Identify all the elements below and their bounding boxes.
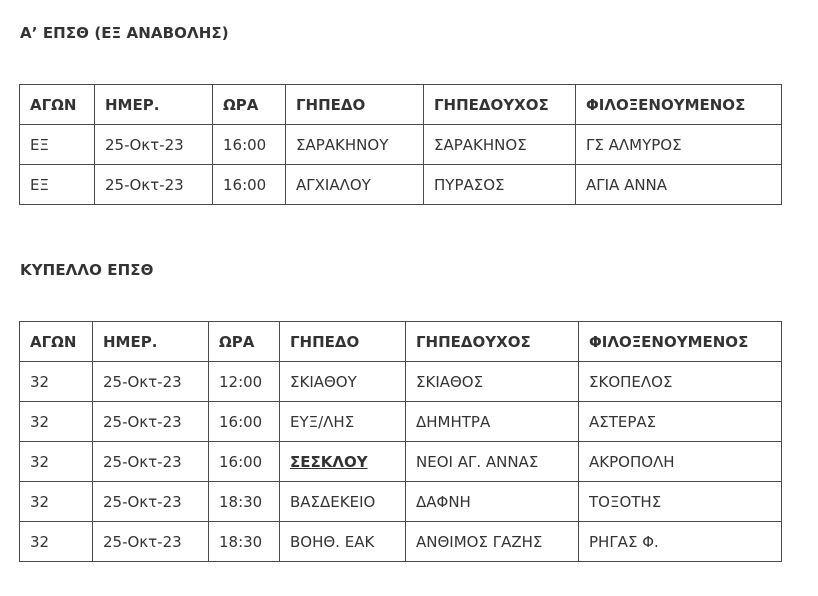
cell-date: 25-Οκτ-23 <box>95 165 213 205</box>
header-time: ΩΡΑ <box>213 85 286 125</box>
cell-time: 16:00 <box>209 402 280 442</box>
cell-away-team: ΣΚΟΠΕΛΟΣ <box>579 362 782 402</box>
table-header-row <box>20 85 782 125</box>
cell-agon: 32 <box>20 482 93 522</box>
cell-time: 16:00 <box>213 165 286 205</box>
header-home-team: ΓΗΠΕΔΟΥΧΟΣ <box>406 322 579 362</box>
cell-away-team: ΑΓΙΑ ΑΝΝΑ <box>576 165 782 205</box>
cell-venue: ΒΑΣΔΕΚΕΙΟ <box>280 482 406 522</box>
header-time: ΩΡΑ <box>209 322 280 362</box>
cell-away-team: ΑΚΡΟΠΟΛΗ <box>579 442 782 482</box>
header-away-team: ΦΙΛΟΞΕΝΟΥΜΕΝΟΣ <box>579 322 782 362</box>
fixtures-table-kypello-epsth <box>19 321 782 562</box>
cell-venue <box>280 442 406 482</box>
cell-home-team: ΣΑΡΑΚΗΝΟΣ <box>424 125 576 165</box>
venue-link-sesklou[interactable]: ΣΕΣΚΛΟΥ <box>290 452 368 471</box>
cell-venue: ΑΓΧΙΑΛΟΥ <box>286 165 424 205</box>
cell-date: 25-Οκτ-23 <box>93 362 209 402</box>
cell-agon: ΕΞ <box>20 165 95 205</box>
cell-date: 25-Οκτ-23 <box>93 522 209 562</box>
table-row <box>20 442 782 482</box>
section-title-kypello-epsth: ΚΥΠΕΛΛΟ ΕΠΣΘ <box>20 261 154 279</box>
header-date: ΗΜΕΡ. <box>95 85 213 125</box>
cell-venue: ΣΑΡΑΚΗΝΟΥ <box>286 125 424 165</box>
header-agon: ΑΓΩΝ <box>20 322 93 362</box>
header-venue: ΓΗΠΕΔΟ <box>286 85 424 125</box>
cell-date: 25-Οκτ-23 <box>95 125 213 165</box>
cell-time: 16:00 <box>213 125 286 165</box>
cell-time: 18:30 <box>209 522 280 562</box>
cell-agon: 32 <box>20 522 93 562</box>
cell-home-team: ΠΥΡΑΣΟΣ <box>424 165 576 205</box>
cell-away-team: ΡΗΓΑΣ Φ. <box>579 522 782 562</box>
cell-time: 18:30 <box>209 482 280 522</box>
fixtures-table-a-epsth <box>19 84 782 205</box>
cell-home-team: ΣΚΙΑΘΟΣ <box>406 362 579 402</box>
cell-time: 12:00 <box>209 362 280 402</box>
header-date: ΗΜΕΡ. <box>93 322 209 362</box>
cell-date: 25-Οκτ-23 <box>93 442 209 482</box>
header-agon: ΑΓΩΝ <box>20 85 95 125</box>
table-row <box>20 402 782 442</box>
cell-agon: 32 <box>20 362 93 402</box>
table-row <box>20 482 782 522</box>
cell-date: 25-Οκτ-23 <box>93 402 209 442</box>
section-title-a-epsth: Α’ ΕΠΣΘ (ΕΞ ΑΝΑΒΟΛΗΣ) <box>20 24 229 42</box>
table-header-row <box>20 322 782 362</box>
cell-agon: 32 <box>20 442 93 482</box>
header-away-team: ΦΙΛΟΞΕΝΟΥΜΕΝΟΣ <box>576 85 782 125</box>
cell-venue: ΒΟΗΘ. ΕΑΚ <box>280 522 406 562</box>
table-row <box>20 522 782 562</box>
cell-home-team: ΔΑΦΝΗ <box>406 482 579 522</box>
header-venue: ΓΗΠΕΔΟ <box>280 322 406 362</box>
cell-away-team: ΤΟΞΟΤΗΣ <box>579 482 782 522</box>
cell-home-team: ΑΝΘΙΜΟΣ ΓΑΖΗΣ <box>406 522 579 562</box>
table-row <box>20 362 782 402</box>
cell-home-team: ΝΕΟΙ ΑΓ. ΑΝΝΑΣ <box>406 442 579 482</box>
cell-date: 25-Οκτ-23 <box>93 482 209 522</box>
table-row <box>20 165 782 205</box>
cell-agon: 32 <box>20 402 93 442</box>
cell-home-team: ΔΗΜΗΤΡΑ <box>406 402 579 442</box>
cell-venue: ΕΥΞ/ΛΗΣ <box>280 402 406 442</box>
cell-away-team: ΑΣΤΕΡΑΣ <box>579 402 782 442</box>
header-home-team: ΓΗΠΕΔΟΥΧΟΣ <box>424 85 576 125</box>
cell-agon: ΕΞ <box>20 125 95 165</box>
cell-time: 16:00 <box>209 442 280 482</box>
cell-away-team: ΓΣ ΑΛΜΥΡΟΣ <box>576 125 782 165</box>
cell-venue: ΣΚΙΑΘΟΥ <box>280 362 406 402</box>
table-row <box>20 125 782 165</box>
